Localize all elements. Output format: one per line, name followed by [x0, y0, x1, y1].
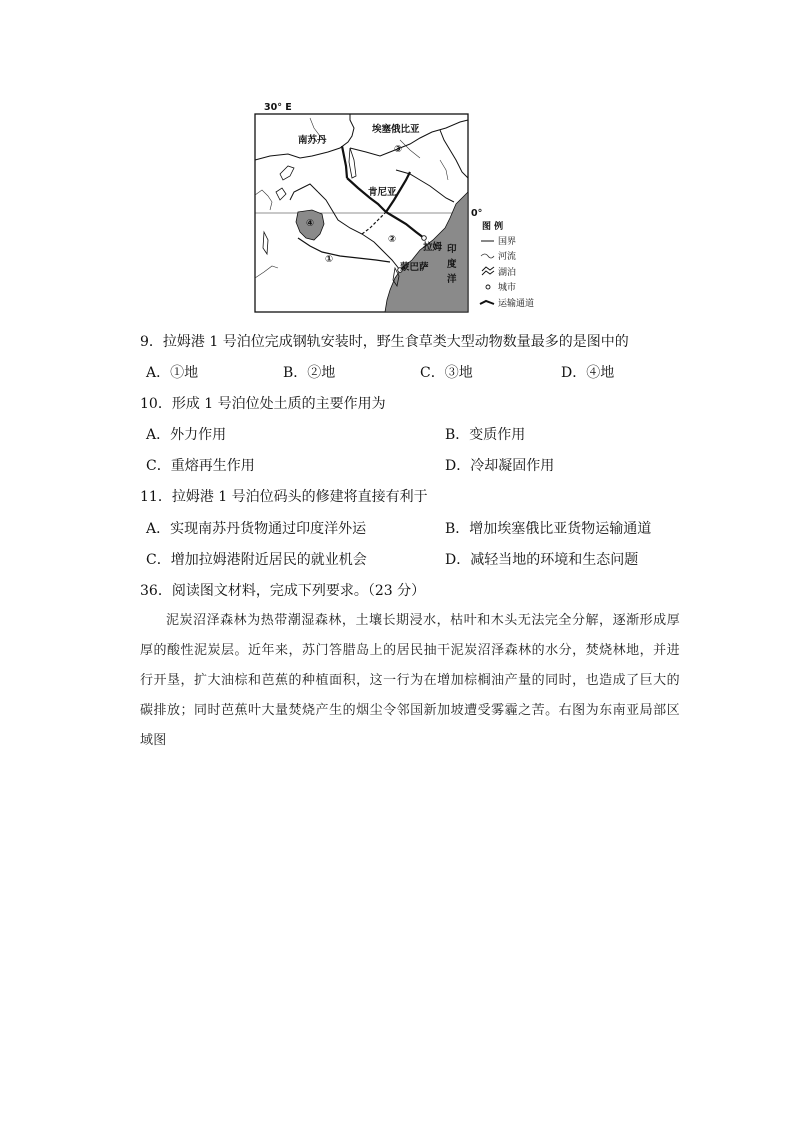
- q10-option-d[interactable]: D．冷却凝固作用: [445, 458, 555, 474]
- river-5: [440, 160, 448, 180]
- label-ethiopia: 埃塞俄比亚: [372, 124, 420, 135]
- question-36-stem: 36．阅读图文材料，完成下列要求。（23 分）: [140, 583, 426, 599]
- label-mombasa: 蒙巴萨: [400, 262, 429, 273]
- equator-label: 0°: [471, 208, 483, 219]
- lake-turkana: [349, 148, 356, 178]
- map-legend: [480, 220, 534, 309]
- marker-3: ③: [394, 144, 403, 155]
- border-uganda: [290, 184, 318, 200]
- border-kenya-somalia: [396, 170, 454, 202]
- marker-4: ④: [306, 218, 315, 229]
- lake-tanganyika: [263, 232, 268, 254]
- label-lamu: 拉姆: [423, 242, 443, 253]
- q11-option-d[interactable]: D．减轻当地的环境和生态问题: [445, 552, 639, 568]
- question-9-stem: 9．拉姆港 1 号泊位完成钢轨安装时，野生食草类大型动物数量最多的是图中的: [140, 334, 629, 350]
- legend-label-boundary: 国界: [498, 237, 517, 247]
- q9-option-d[interactable]: D．④地: [561, 365, 615, 381]
- question-10-stem: 10．形成 1 号泊位处土质的主要作用为: [140, 396, 386, 412]
- lake-symbol-icon: [482, 267, 494, 271]
- east-africa-map: [250, 100, 550, 315]
- city-dot-icon: [486, 285, 490, 289]
- label-south-sudan: 南苏丹: [298, 135, 327, 146]
- river-4: [400, 140, 420, 158]
- transport-corridor-sw: [362, 212, 386, 234]
- river-1: [255, 190, 272, 210]
- q10-option-c[interactable]: C．重熔再生作用: [146, 458, 255, 474]
- city-lamu: [422, 236, 427, 241]
- q11-option-c[interactable]: C．增加拉姆港附近居民的就业机会: [146, 552, 367, 568]
- q9-option-a[interactable]: A．①地: [146, 365, 199, 381]
- legend-label-river: 河流: [498, 252, 517, 262]
- border-ethiopia-somalia: [440, 130, 468, 178]
- legend-label-transport: 运输通道: [498, 299, 535, 309]
- lake-symbol-1: [280, 166, 294, 180]
- label-ocean-2: 度: [447, 259, 457, 270]
- map-figure: [250, 100, 550, 315]
- railway-south: [298, 238, 390, 262]
- marker-2: ②: [388, 234, 397, 245]
- q10-option-a[interactable]: A．外力作用: [146, 427, 227, 443]
- label-kenya: 肯尼亚: [368, 187, 397, 198]
- transport-corridor-north: [342, 146, 347, 178]
- legend-label-city: 城市: [498, 283, 517, 293]
- q9-option-b[interactable]: B．②地: [283, 365, 336, 381]
- q10-option-b[interactable]: B．变质作用: [445, 427, 526, 443]
- longitude-label: 30° E: [264, 102, 292, 113]
- lake-symbol-2: [276, 188, 286, 200]
- label-ocean-3: 洋: [447, 274, 457, 285]
- legend-title: 图 例: [482, 222, 504, 232]
- q11-option-b[interactable]: B．增加埃塞俄比亚货物运输通道: [445, 521, 652, 537]
- q9-option-c[interactable]: C．③地: [420, 365, 473, 381]
- legend-label-lake: 湖泊: [498, 268, 517, 278]
- transport-line-icon: [480, 301, 494, 304]
- river-2: [255, 266, 278, 278]
- river-line-icon: [481, 254, 494, 258]
- reading-passage: 泥炭沼泽森林为热带潮湿森林，土壤长期浸水，枯叶和木头无法完全分解，逐渐形成厚厚的酸性泥炭层。近年来，苏门答腊岛上的居民抽干泥炭沼泽森林的水分，焚烧林地，并进行开垦，扩大油棕和芭蕉的种植面积，这一行为在增加棕榈油产量的同时，也造成了巨大的碳排放；同时芭蕉叶大量焚烧产生的烟尘令邻国新加坡遭受雾霾之苦。右图为东南亚局部区域图: [140, 613, 680, 748]
- question-11-stem: 11．拉姆港 1 号泊位码头的修建将直接有利于: [140, 489, 428, 505]
- q11-option-a[interactable]: A．实现南苏丹货物通过印度洋外运: [146, 521, 367, 537]
- marker-1: ①: [325, 254, 334, 265]
- label-ocean-1: 印: [447, 244, 457, 255]
